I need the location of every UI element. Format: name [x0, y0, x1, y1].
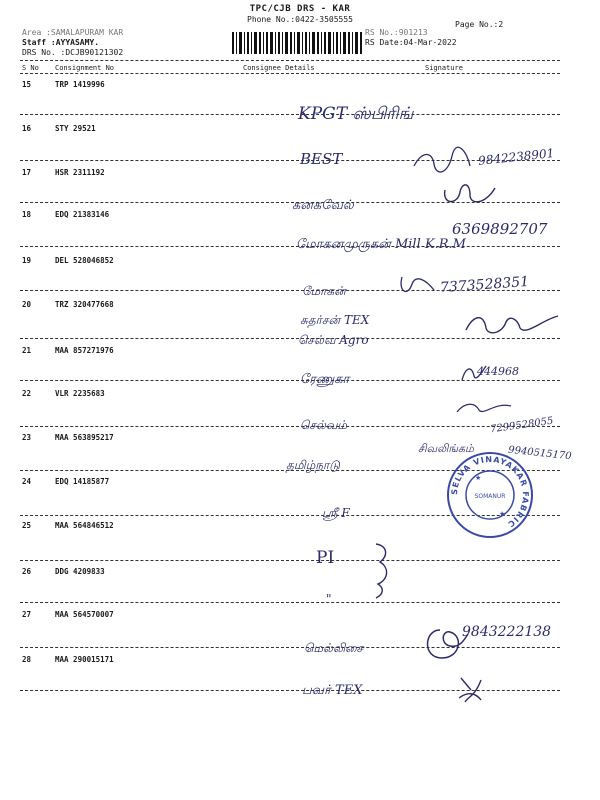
row-number: 17 [22, 168, 32, 177]
row-divider [20, 560, 560, 561]
row-consignment: MAA 563895217 [55, 433, 114, 442]
row-number: 16 [22, 124, 32, 133]
row-number: 24 [22, 477, 32, 486]
row-divider [20, 426, 560, 427]
handwritten-consignee: BEST [300, 150, 343, 168]
col-consignment: Consignment No [55, 64, 115, 72]
handwritten-phone: 7373528351 [439, 273, 530, 297]
row-consignment: EDQ 21383146 [55, 210, 110, 219]
handwritten-consignee: செல்வ Agro [298, 333, 369, 347]
handwritten-phone: 444968 [477, 365, 519, 378]
stamp-star-icon: ★ [499, 510, 506, 518]
signature-scribble [398, 272, 438, 302]
row-number: 25 [22, 521, 32, 530]
stamp-text: SELVA VINAYAKAR FABRIC [449, 454, 531, 530]
row-consignment: HSR 2311192 [55, 168, 105, 177]
staff-label: Staff :AYYASAMY. [22, 38, 100, 47]
phone-number: Phone No.:0422-3505555 [247, 15, 353, 24]
page-number: Page No.:2 [455, 20, 504, 29]
handwritten-phone: 9842238901 [477, 146, 555, 168]
row-divider [20, 114, 560, 115]
header-center [225, 4, 375, 24]
handwritten-consignee: செல்வம் [300, 418, 348, 432]
signature-scribble [455, 398, 515, 418]
header-rule-top [20, 60, 560, 61]
handwritten-consignee: KPGT ஸ்பிரிங் [298, 104, 414, 124]
rs-date: RS Date:04-Mar-2022 [365, 38, 457, 47]
col-sno: S No [22, 64, 39, 72]
row-consignment: STY 29521 [55, 124, 96, 133]
rs-number: RS No.:901213 [365, 28, 428, 37]
handwritten-phone: 6369892707 [452, 220, 548, 238]
row-consignment: MAA 290015171 [55, 655, 114, 664]
row-divider [20, 602, 560, 603]
rubber-stamp [445, 450, 535, 540]
row-number: 20 [22, 300, 32, 309]
row-number: 23 [22, 433, 32, 442]
handwritten-consignee: ஸ்ரீ F [322, 506, 350, 520]
row-divider [20, 246, 560, 247]
handwritten-phone: 7299528055 [489, 415, 555, 436]
row-number: 22 [22, 389, 32, 398]
signature-scribble [458, 362, 488, 384]
handwritten-ditto: " [326, 592, 332, 606]
handwritten-consignee: சுதர்சன் TEX [300, 313, 370, 327]
header-rule-bottom [20, 73, 560, 74]
row-consignment: DDG 4209833 [55, 567, 105, 576]
signature-scribble [462, 310, 562, 340]
handwritten-phone: 9843222138 [462, 624, 552, 640]
handwritten-consignee: கனகவேல் [292, 198, 354, 213]
row-consignment: MAA 857271976 [55, 346, 114, 355]
stamp-city: SOMANUR [474, 493, 506, 500]
row-number: 19 [22, 256, 32, 265]
header-right [365, 28, 457, 48]
signature-scribble [370, 540, 394, 600]
drs-number: DRS No. :DCJB90121302 [22, 48, 124, 57]
row-consignment: DEL 528046852 [55, 256, 114, 265]
row-consignment: TRP 1419996 [55, 80, 105, 89]
col-consignee: Consignee Details [243, 64, 315, 72]
stamp-star-icon: ★ [475, 474, 482, 482]
handwritten-consignee: மோகன் [302, 284, 346, 298]
signature-scribble [455, 672, 485, 706]
signature-scribble [412, 146, 472, 176]
row-consignment: VLR 2235683 [55, 389, 105, 398]
signature-scribble [440, 180, 500, 210]
handwritten-consignee: ரேணுகா [300, 372, 350, 387]
row-number: 28 [22, 655, 32, 664]
handwritten-consignee: மோகனமுருகன் Mill K.R.M [296, 237, 466, 252]
area-label: Area :SAMALAPURAM KAR [22, 28, 124, 37]
row-consignment: TRZ 320477668 [55, 300, 114, 309]
row-number: 15 [22, 80, 32, 89]
row-number: 27 [22, 610, 32, 619]
handwritten-consignee: சிவலிங்கம் [418, 442, 474, 455]
col-signature: Signature [425, 64, 463, 72]
row-consignment: MAA 564570007 [55, 610, 114, 619]
handwritten-consignee: பவர் TEX [302, 683, 363, 698]
row-divider [20, 647, 560, 648]
header-left [22, 28, 123, 58]
row-number: 21 [22, 346, 32, 355]
sheet-title: TPC/CJB DRS - KAR [249, 4, 351, 14]
signature-scribble [420, 620, 470, 664]
handwritten-phone: 9940515170 [507, 444, 573, 463]
barcode [232, 32, 362, 54]
handwritten-consignee: தமிழ்நாடு [286, 458, 340, 472]
row-number: 18 [22, 210, 32, 219]
row-number: 26 [22, 567, 32, 576]
handwritten-consignee: மெல்லிசை [304, 641, 364, 655]
row-consignment: MAA 564846512 [55, 521, 114, 530]
handwritten-consignee: PI [316, 548, 335, 568]
row-consignment: EDQ 14185877 [55, 477, 110, 486]
